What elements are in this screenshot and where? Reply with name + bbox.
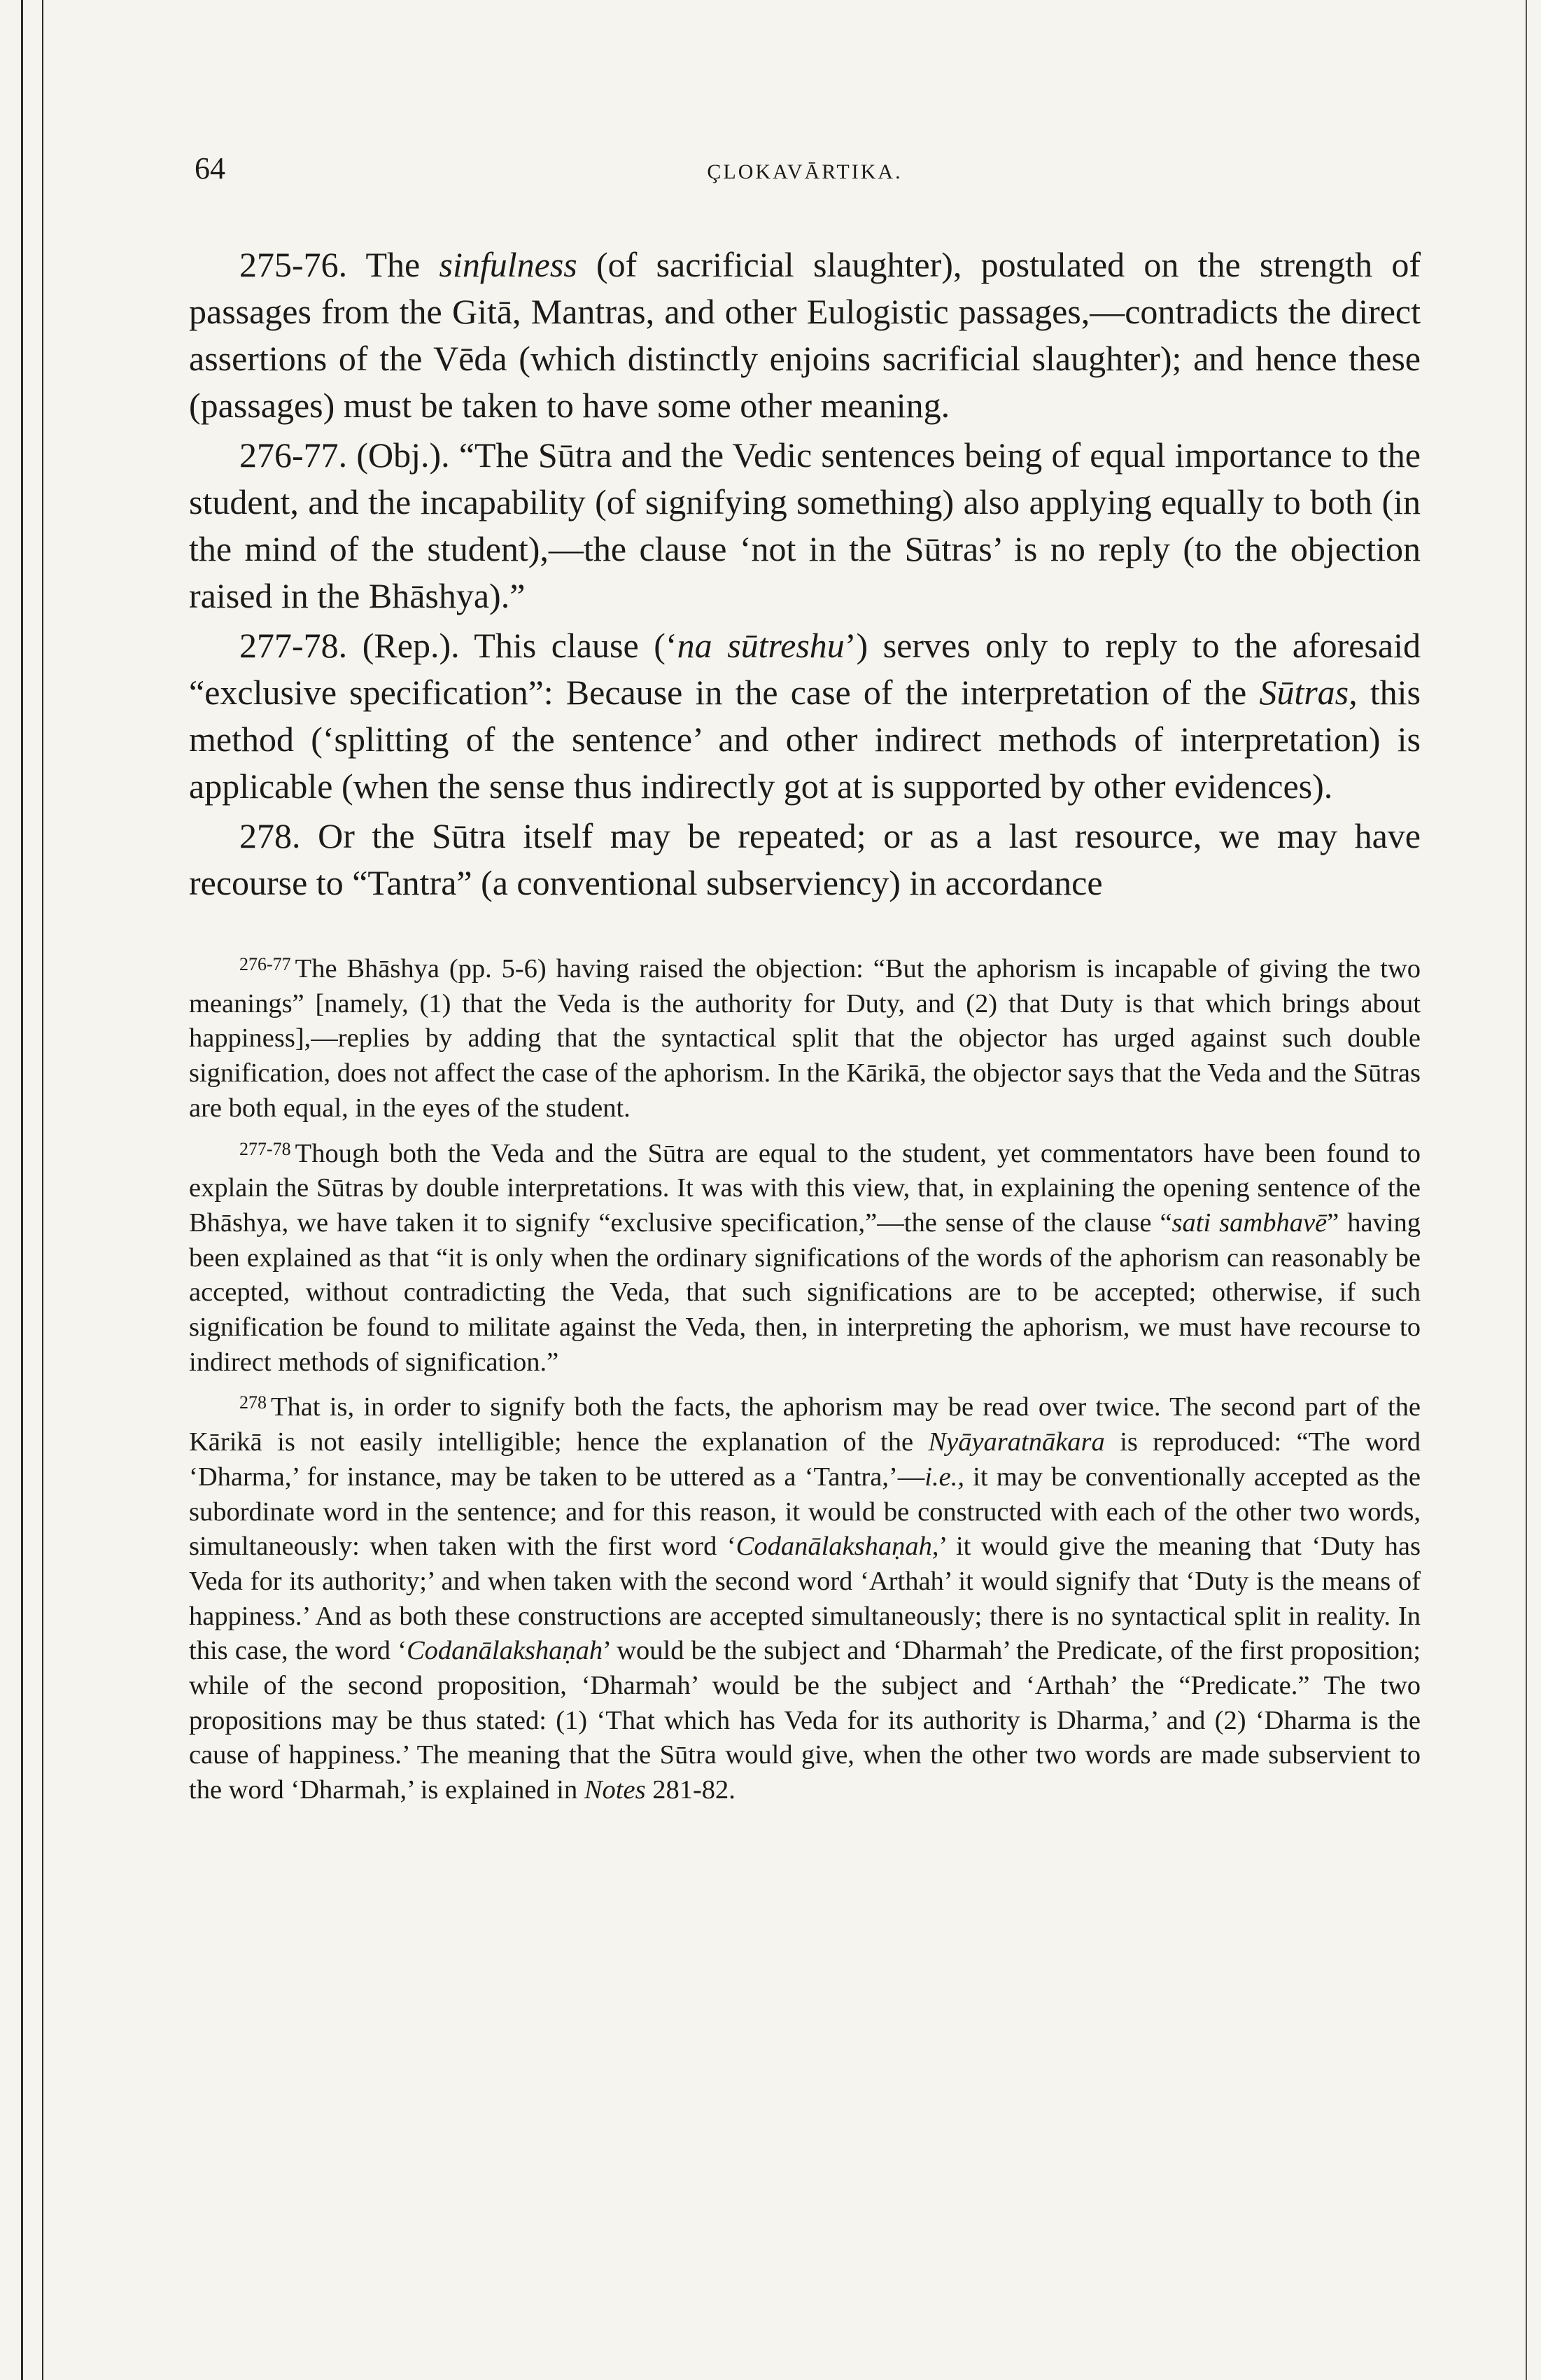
verse-275-76 — [189, 241, 1421, 429]
footnote-text-em3: Codanālakshaṇah, — [736, 1532, 939, 1562]
footnote-text-f: 281-82. — [645, 1775, 736, 1805]
footnote-277-78 — [189, 1132, 1421, 1380]
scan-edge-left-inner — [42, 0, 43, 2380]
main-text — [189, 241, 1421, 906]
footnote-text-em5: Notes — [584, 1775, 646, 1805]
footnotes — [189, 947, 1421, 1808]
verse-277-78-em2: Sūtras, — [1259, 673, 1358, 712]
verse-278: 278. Or the Sūtra itself may be repeated; or as a last resource, we may have recourse to “Tantra” (a conventional subserviency) in accordance — [189, 816, 1421, 902]
footnote-text-a: That is, in order to signify both the facts, the aphorism may be read over twice. The second part of the Kārikā is not easily intelligible; hence the explanation of the — [189, 1392, 1421, 1457]
footnote-marker: 278 — [239, 1392, 267, 1413]
footnote-text: The Bhāshya (pp. 5-6) having raised the objection: “But the aphorism is incapable of giving the two meanings” [namely, (1) that the Veda is the authority for Duty, and (2) that Duty is that which brings about happiness],—replies by adding that the syntactical split that the objector has urged against such double signification, does not affect the case of the aphorism. In the Kārikā, the objector says that the Veda and the Sūtras are both equal, in the eyes of the student. — [189, 954, 1421, 1123]
footnote-text-d: ’ it would give the meaning that ‘Duty has Veda for its authority;’ and when taken with the second word ‘Arthah’ it would signify that ‘Duty is the means of happiness.’ And as both these constructions are accepted simultaneously; there is no syntactical split in reality. In this case, the word ‘ — [189, 1532, 1421, 1666]
footnote-text-em: sati sambhavē — [1171, 1208, 1328, 1238]
footnote-text-b: ” having been explained as that “it is only when the ordinary significations of the words of the aphorism can reasonably be accepted, without contradicting the Veda, that such significations are to be accepted; otherwise, if such signification be found to militate against the Veda, then, in interpreting the aphorism, we must have recourse to indirect methods of signification.” — [189, 1208, 1421, 1377]
footnote-text-b: is reproduced: “The word ‘Dharma,’ for instance, may be taken to be uttered as a ‘Tantra,’— — [189, 1427, 1421, 1492]
running-title: ÇLOKAVĀRTIKA. — [707, 160, 903, 183]
verse-275-76-rest: (of sacrificial slaughter), postulated on the strength of passages from the Gitā, Mantras, and other Eulogistic passages,—contradicts the direct assertions of the Vēda (which distinctly enjoins sacrificial slaughter); and hence these (passages) must be taken to have some other meaning. — [189, 245, 1421, 425]
verse-275-76-em: sinfulness — [439, 245, 577, 284]
verse-277-78-em1: na sūtreshu — [677, 626, 845, 665]
footnote-text-em4: Codanālakshaṇah — [406, 1636, 603, 1666]
page — [189, 150, 1421, 1814]
page-header — [189, 150, 1421, 192]
scan-edge-right — [1526, 0, 1527, 2380]
verse-277-78-a: 277-78. (Rep.). This clause (‘ — [239, 626, 677, 665]
footnote-278 — [189, 1385, 1421, 1807]
footnote-text-em2: i.e., — [924, 1462, 964, 1492]
footnote-text-a: Though both the Veda and the Sūtra are equal to the student, yet commentators have been found to explain the Sūtras by double interpretations. It was with this view, that, in explaining the opening sentence of the Bhāshya, we have taken it to signify “exclusive specification,”—the sense of the clause “ — [189, 1138, 1421, 1238]
footnote-276-77 — [189, 947, 1421, 1126]
page-number: 64 — [195, 151, 225, 186]
verse-275-76-lead: 275-76. The — [239, 245, 439, 284]
verse-276-77: 276-77. (Obj.). “The Sūtra and the Vedic sentences being of equal importance to the student, and the incapability (of signifying something) also applying equally to both (in the mind of the student),—the clause ‘not in the Sūtras’ is no reply (to the objection raised in the Bhāshya).” — [189, 435, 1421, 615]
footnote-text-e: ’ would be the subject and ‘Dharmah’ the Predicate, of the first proposition; while of the second proposition, ‘Dharmah’ would be the subject and ‘Arthah’ the “Predicate.” The two propositions may be thus stated: (1) ‘That which has Veda for its authority is Dharma,’ and (2) ‘Dharma is the cause of happiness.’ The meaning that the Sūtra would give, when the other two words are made subservient to the word ‘Dharmah,’ is explained in — [189, 1636, 1421, 1805]
verse-277-78-b: ’) serves only to reply to the aforesaid “exclusive specification”: Because in the case of the interpretation of the — [189, 626, 1421, 712]
footnote-text-c: it may be conventionally accepted as the subordinate word in the sentence; and for this reason, it would be constructed with each of the other two words, simultaneously: when taken with the first word ‘ — [189, 1462, 1421, 1562]
footnote-text-em1: Nyāyaratnākara — [928, 1427, 1105, 1457]
verse-277-78-c: this method (‘splitting of the sentence’ and other indirect methods of interpretation) is applicable (when the sense thus indirectly got at is supported by other evidences). — [189, 673, 1421, 806]
footnote-marker: 276-77 — [239, 954, 291, 974]
scan-edge-left — [21, 0, 23, 2380]
verse-277-78 — [189, 622, 1421, 810]
footnote-marker: 277-78 — [239, 1138, 291, 1159]
